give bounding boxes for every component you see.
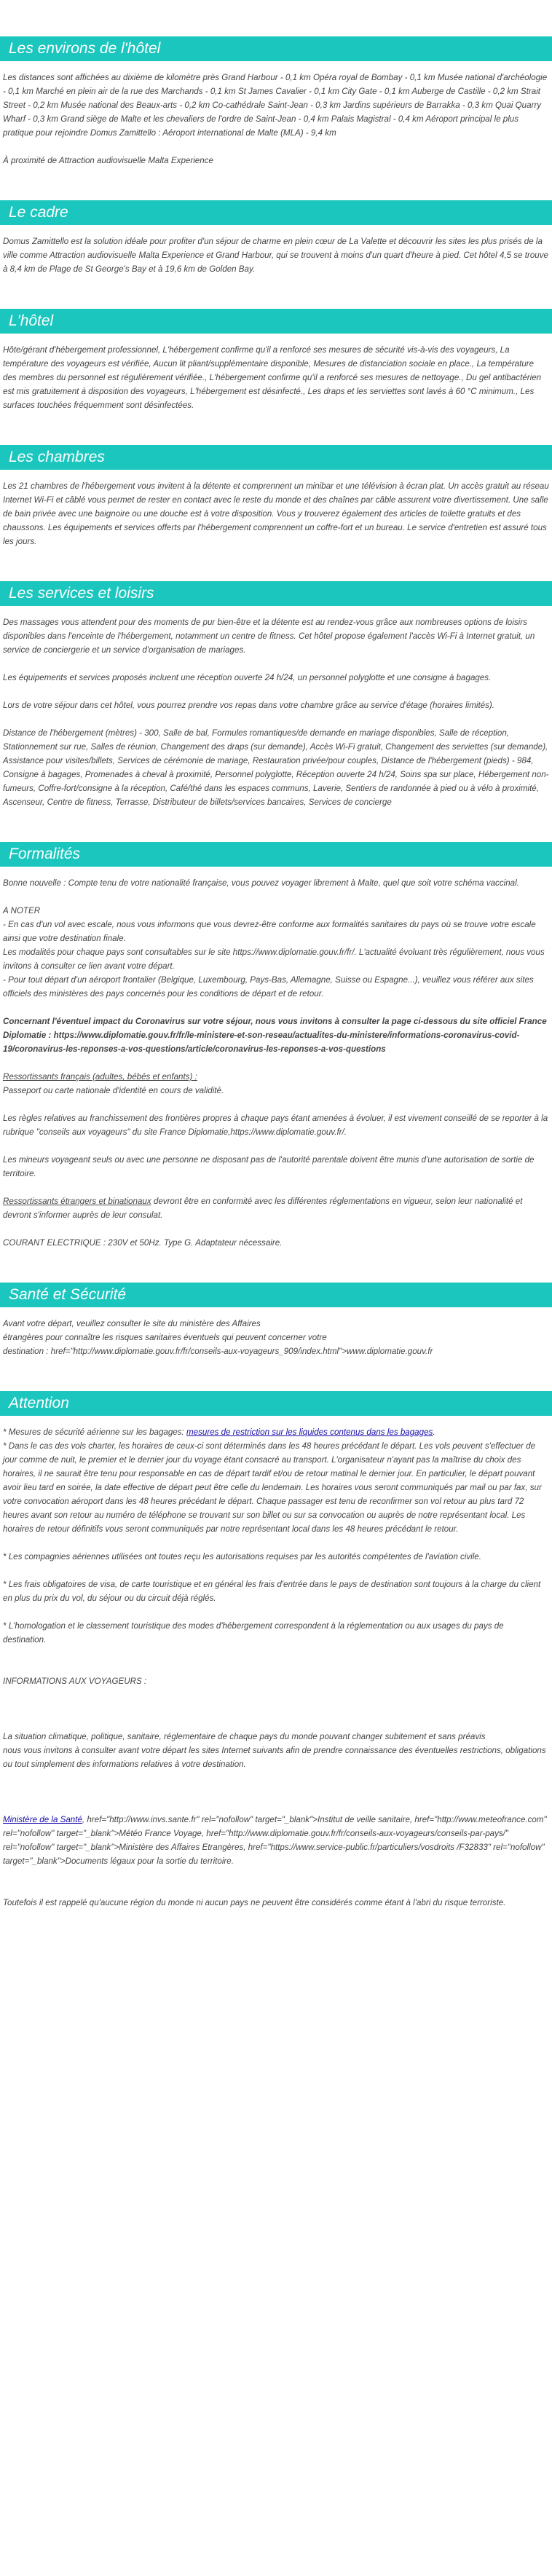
sante-line-3: destination : href="http://www.diplomatie.gouv.fr/fr/conseils-aux-voyageurs_909/index.html">www.diplomatie.gouv.fr: [3, 1347, 433, 1356]
ministry-health-link[interactable]: Ministère de la Santé: [3, 1815, 82, 1824]
section-title-attention: Attention: [0, 1391, 552, 1416]
section-title-cadre: Le cadre: [0, 200, 552, 225]
section-cadre: [0, 200, 552, 276]
attention-terrorism-risk: Toutefois il est rappelé qu'aucune région du monde ni aucun pays ne peuvent être considérés comme étant à l'abri du risque terroriste.: [3, 1898, 506, 1907]
attention-info-websites: nous vous invitons à consulter avant votre départ les sites Internet suivants afin de prendre connaissance des éventuelles restrictions, obligations ou tout simplement des informations relatives à votre destination.: [3, 1746, 546, 1769]
section-sante: [0, 1283, 552, 1358]
section-services: [0, 581, 552, 809]
formalites-foreign-nationals: [3, 1194, 549, 1222]
environs-nearby: À proximité de Attraction audiovisuelle Malta Experience: [3, 156, 213, 165]
section-environs: [0, 36, 552, 168]
attention-charter-flights: * Dans le cas des vols charter, les horaires de ceux-ci sont déterminés dans les 48 heures précédant le départ. Les vols peuvent s'effectuer de jour comme de nuit, le premier et le dernier jour du voyage étant consacré au transport. L'organisateur n'ayant pas la maîtrise du choix des horaires, il ne saurait être tenu pour responsable en cas de départ tardif et/ou de retour matinal le dernier jour. En particulier, le départ pouvant avoir lieu tard en soirée, la date effective de départ peut être celle du lendemain. Les horaires vous seront communiqués par mail ou par fax, sur votre convocation aéroport dans les 48 heures précédant le départ. Chaque passager est tenu de reconfirmer son vol retour au plus tard 72 heures avant son retour au numéro de téléphone se trouvant sur son billet ou sur sa convocation ou auprès de notre représentant local. Les horaires de retour définitifs vous seront communiqués par notre représentant local dans les 48 heures précédant le retour.: [3, 1441, 542, 1534]
formalites-good-news: Bonne nouvelle : Compte tenu de votre nationalité française, vous pouvez voyager librement à Malte, quel que soit votre schéma vaccinal.: [3, 878, 519, 888]
spacer: [3, 1661, 549, 1674]
formalites-electric: COURANT ELECTRIQUE : 230V et 50Hz. Type G. Adaptateur nécessaire.: [3, 1238, 283, 1248]
formalites-note-modalities: Les modalités pour chaque pays sont consultables sur le site https://www.diplomatie.gouv.fr/fr/. L'actualité évoluant très régulièrement, nous vous invitons à consulter ce lien avant votre départ.: [3, 948, 545, 971]
formalites-foreign-label: Ressortissants étrangers et binationaux: [3, 1197, 151, 1206]
section-attention: [0, 1391, 552, 1910]
section-hotel: [0, 309, 552, 412]
spacer: [3, 1882, 549, 1896]
environs-distances: Les distances sont affichées au dixième de kilomètre près Grand Harbour - 0,1 km Opéra royal de Bombay - 0,1 km Musée national d'archéologie - 0,1 km Marché en plein air de la rue des Marchands - 0,1 km St James Cavalier - 0,1 km City Gate - 0,1 km Auberge de Castille - 0,2 km Strait Street - 0,2 km Musée national des Beaux-arts - 0,2 km Co-cathédrale Saint-Jean - 0,3 km Jardins supérieurs de Barrakka - 0,3 km Quai Quarry Wharf - 0,3 km Grand siège de Malte et les chevaliers de l'ordre de Saint-Jean - 0,4 km Palais Magistral - 0,4 km Aéroport principal le plus pratique pour rejoindre Domus Zamittello : Aéroport international de Malte (MLA) - 9,4 km: [3, 73, 548, 138]
attention-baggage: [3, 1425, 549, 1439]
services-room-service: Lors de votre séjour dans cet hôtel, vous pourrez prendre vos repas dans votre chambre grâce au service d'étage (horaires limités).: [3, 701, 494, 710]
section-title-environs: Les environs de l'hôtel: [0, 36, 552, 61]
sante-line-1: Avant votre départ, veuillez consulter le site du ministère des Affaires: [3, 1319, 261, 1328]
section-title-services: Les services et loisirs: [0, 581, 552, 606]
formalites-covid-notice: Concernant l'éventuel impact du Coronavirus sur votre séjour, nous vous invitons à consulter la page ci-dessous du site officiel France Diplomatie : https://www.diplomatie.gouv.fr/fr/le-ministere-et-son-reseau/actualites-du-ministere/informations-coronavirus-covid-19/coronavirus-les-reponses-a-vos-questions/article/coronavirus-les-reponses-a-vos-questions: [3, 1017, 547, 1054]
spacer: [3, 1702, 549, 1730]
section-title-chambres: Les chambres: [0, 445, 552, 470]
hotel-measures: Hôte/gérant d'hébergement professionnel, L'hébergement confirme qu'il a renforcé ses mesures de sécurité vis-à-vis des voyageurs, La température des voyageurs est vérifiée, Aucun lit pliant/supplémentaire disponible, Mesures de distanciation sociale en place., La température des membres du personnel est régulièrement vérifiée., L'hébergement confirme qu'il a renforcé ses mesures de nettoyage., Du gel antibactérien est mis gratuitement à disposition des voyageurs, L'hébergement est désinfecté., Les draps et les serviettes sont lavés à 60 °C minimum., Les surfaces touchées fréquemment sont désinfectées.: [3, 345, 542, 410]
chambres-description: Les 21 chambres de l'hébergement vous invitent à la détente et comprennent un minibar et une télévision à écran plat. Un accès gratuit au réseau Internet Wi-Fi et câblé vous permet de rester en contact avec le reste du monde et des chaînes par câble assurent votre divertissement. Une salle de bain privée avec une baignoire ou une douche est à votre disposition. Vous y trouverez également des articles de toilette gratuits et des chaussons. Les équipements et services offerts par l'hébergement comprennent un coffre-fort et un bureau. Le service d'entretien est assuré tous les jours.: [3, 481, 549, 546]
formalites-border-rules: Les règles relatives au franchissement des frontières propres à chaque pays étant amenées à évoluer, il est vivement conseillé de se reporter à la rubrique "conseils aux voyageurs" du site France Diplomatie,https://www.diplomatie.gouv.fr/.: [3, 1114, 548, 1137]
section-title-formalites: Formalités: [0, 842, 552, 867]
services-leisure: Des massages vous attendent pour des moments de pur bien-être et la détente est au rendez-vous grâce aux nombreuses options de loisirs disponibles dans l'enceinte de l'hébergement, notamment un centre de fitness. Cet hôtel propose également l'accès Wi-Fi à Internet gratuit, un service de conciergerie et un service d'organisation de mariages.: [3, 618, 535, 655]
attention-info-title: INFORMATIONS AUX VOYAGEURS :: [3, 1677, 147, 1686]
attention-baggage-suffix: .: [433, 1427, 435, 1437]
section-formalites: [0, 842, 552, 1250]
formalites-note-title: A NOTER: [3, 906, 41, 915]
section-chambres: [0, 445, 552, 548]
attention-links: [3, 1813, 549, 1868]
formalites-french-nationals-label: Ressortissants français (adultes, bébés et enfants) :: [3, 1072, 197, 1082]
services-amenities-list: Distance de l'hébergement (mètres) - 300, Salle de bal, Formules romantiques/de demande en mariage disponibles, Salle de réception, Stationnement sur rue, Salles de réunion, Changement des draps (sur demande), Accès Wi-Fi gratuit, Changement des serviettes (sur demande), Assistance pour visites/billets, Services de cérémonie de mariage, Restauration privée/pour couples, Distance de l'hébergement (pieds) - 984, Consigne à bagages, Promenades à cheval à proximité, Personnel polyglotte, Réception ouverte 24 h/24, Soins spa sur place, Hébergement non-fumeurs, Coffre-fort/consigne à la réception, Café/thé dans les espaces communs, Laverie, Sentiers de randonnée à pied ou à vélo à proximité, Ascenseur, Centre de fitness, Terrasse, Distributeur de billets/services bancaires, Services de concierge: [3, 728, 549, 807]
formalites-foreign-text: devront être en conformité avec les différentes réglementations en vigueur, selon leur nationalité et devront s'informer auprès de leur consulat.: [3, 1197, 523, 1220]
attention-accommodation-rating: * L'homologation et le classement touristique des modes d'hébergement correspondent à la réglementation ou aux usages du pays de destination.: [3, 1621, 504, 1645]
sante-line-2: étrangères pour connaître les risques sanitaires éventuels qui peuvent concerner votre: [3, 1333, 327, 1342]
attention-visa-fees: * Les frais obligatoires de visa, de carte touristique et en général les frais d'entrée dans le pays de destination sont toujours à la charge du client en plus du prix du vol, du séjour ou du circuit déjà réglés.: [3, 1580, 541, 1603]
formalites-french-nationals-docs: Passeport ou carte nationale d'identité en cours de validité.: [3, 1086, 224, 1095]
liquids-restriction-link[interactable]: mesures de restriction sur les liquides contenus dans les bagages: [186, 1427, 433, 1437]
attention-links-rest: , href="http://www.invs.sante.fr" rel="nofollow" target="_blank">Institut de veille sanitaire, href="http://www.meteofrance.com" rel="nofollow" target="_blank">Météo France Voyage, href="http://www.diplomatie.gouv.fr/fr/conseils-aux-voyageurs/conseils-par-pays/" rel="nofollow" target="_blank">Ministère des Affaires Etrangères, href="https://www.service-public.fr/particuliers/vosdroits /F32833" rel="nofollow" target="_blank">Documents légaux pour la sortie du territoire.: [3, 1815, 547, 1866]
cadre-description: Domus Zamittello est la solution idéale pour profiter d'un séjour de charme en plein cœur de La Valette et découvrir les sites les plus prisés de la ville comme Attraction audiovisuelle Malta Experience et Grand Harbour, qui se trouvent à moins d'un quart d'heure à pied. Cet hôtel 4,5 se trouve à 8,4 km de Plage de St George's Bay et à 19,6 km de Golden Bay.: [3, 237, 548, 274]
formalites-note-stopover: - En cas d'un vol avec escale, nous vous informons que vous devrez-être conforme aux formalités sanitaires du pays où se trouve votre escale ainsi que votre destination finale.: [3, 920, 536, 943]
attention-info-situation: La situation climatique, politique, sanitaire, réglementaire de chaque pays du monde pouvant changer subitement et sans préavis: [3, 1732, 486, 1741]
formalites-note-border-airport: - Pour tout départ d'un aéroport frontalier (Belgique, Luxembourg, Pays-Bas, Allemagne, Suisse ou Espagne...), veuillez vous référer aux sites officiels des ministères des pays concernés pour les conditions de départ et de retour.: [3, 975, 534, 999]
services-equipment: Les équipements et services proposés incluent une réception ouverte 24 h/24, un personnel polyglotte et une consigne à bagages.: [3, 673, 492, 682]
formalites-minors: Les mineurs voyageant seuls ou avec une personne ne disposant pas de l'autorité parentale doivent être munis d'une autorisation de sortie de territoire.: [3, 1155, 535, 1178]
section-title-sante: Santé et Sécurité: [0, 1283, 552, 1307]
section-title-hotel: L'hôtel: [0, 309, 552, 334]
attention-airlines: * Les compagnies aériennes utilisées ont toutes reçu les autorisations requises par les autorités compétentes de l'aviation civile.: [3, 1552, 481, 1561]
spacer: [3, 1785, 549, 1813]
attention-baggage-prefix: * Mesures de sécurité aérienne sur les bagages:: [3, 1427, 186, 1437]
